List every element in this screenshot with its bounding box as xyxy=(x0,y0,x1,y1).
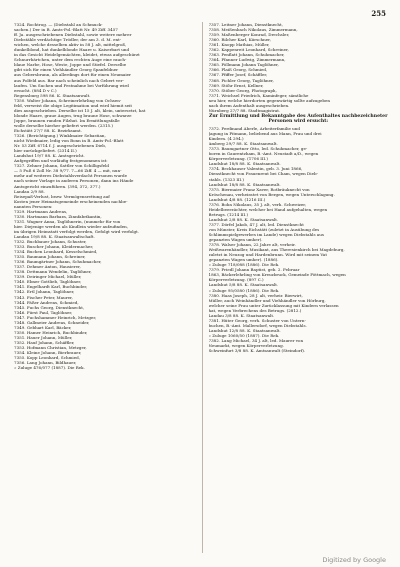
text-line: Eichstätt 27/7 88. K. Bezirksamt. xyxy=(14,127,82,133)
text-line: Kröschenau, verheiratet von Bergen, wegen Unterschlagung. xyxy=(208,191,335,197)
text-line: ff. Ja. ausgeschriebenen Diebstahl, sowie weitere mehrer xyxy=(14,32,132,38)
text-line: 7351. Hauer Johann, Müller, xyxy=(14,334,73,340)
text-line: 7327. Zehner Johann, Sattler von Schilligsfeld xyxy=(14,163,110,169)
text-line: 7382. Lang Michael, 34 J. alt, led. Maurer von xyxy=(208,338,304,343)
text-line: dunkelblond, hat dunkelblonde Haare u. Kaiserbart und xyxy=(14,47,130,53)
page-body xyxy=(14,22,388,553)
text-line: Schnurrbärtchen, unter dem rechten Auge eine rauch- xyxy=(14,57,127,63)
text-line: aus Polfeld aus. Bar nach scheinlich nach Gebert ver- xyxy=(14,77,124,83)
text-line: hier zurückgeliefert. (2314 II.) xyxy=(14,148,77,154)
text-line: 7343. Fischer Peter, Maurer, xyxy=(14,294,73,300)
text-line: 7342. Ertl Johann, Taglöhner, xyxy=(14,289,75,295)
text-line: nicht Wiedmaier, ledig von Bonn in B. Amts-Pol.-Blatt xyxy=(14,138,124,144)
text-line: Kindern. (4 294.) xyxy=(208,136,244,142)
text-line: 7368. Pichler Georg, Taglöhner, xyxy=(208,77,274,83)
text-line: 7350. Walter Johann, Schreinerlehrling von Ochsen- xyxy=(14,97,122,103)
text-line: 7355. Kopp Leonhard, Schmied, xyxy=(14,355,80,361)
text-line: 7374. Beckhauser Valentin, geb. 3. Juni 1866, xyxy=(208,166,303,172)
text-line: 7349. Gebhart Karl, Bäcker, xyxy=(14,324,72,330)
text-line: sachen.) Der in B. Amts-Pol.-Blatt Nr. 49 Ziff. 3457 xyxy=(14,27,118,33)
text-line: 7366. Plaiß Georg, Schmied, xyxy=(208,67,268,73)
text-line: 7326. (Berichtigung.) Winklmaier Sebastian, xyxy=(14,133,106,139)
text-line: Landshut 18/8 88. K. Staatsanwalt. xyxy=(208,181,281,187)
text-line: » Zuluge 718/088 (1886). Die Rek. xyxy=(208,262,280,268)
text-line: hier. Diejenige werden als Kindlein wieder aufzufinden, xyxy=(14,223,129,229)
text-line: — 5 Fuß 6 Zoll Nr. 38 9/77. 7—66 Ziff. 4 — mit, nun- xyxy=(14,168,122,174)
text-line: welcher seine Frau unter Zurücklassung mit Kindern verlassen xyxy=(208,302,339,308)
text-line: feld, verweist die obige Legitimation und wird hiemit seit xyxy=(14,102,133,108)
text-line: Landau 2/9 88. xyxy=(14,188,45,194)
text-line: von Münster, Kreis Eichstätt (zuletzt in Ausübung des xyxy=(208,226,320,232)
text-line: Regensburg 598 86. K. Staatsanwalt. xyxy=(14,92,91,98)
text-line: 7330. Hartmann Barbara, Zinnfabrikantin, xyxy=(14,213,102,219)
text-line: 7356. Lang Johann, Bildhauer, xyxy=(14,360,77,366)
text-line: 7369. Stöhr Ernst, Kellner, xyxy=(208,82,264,88)
text-line: Landshut 2/8 88. K. Staatsanwalt. xyxy=(208,216,279,222)
text-line: boren in Gaurentzham, B.-Amt. Neustadt a/D., wegen xyxy=(208,151,319,157)
text-line: 7348. Gallmeier Andreas, Schneider, xyxy=(14,319,90,325)
text-line: 7359. Maßenberger Konrad, Drechsler, xyxy=(208,32,290,38)
text-line: Schlimmspielgewerbes im Lande) wegen Diebstahls aus xyxy=(208,232,324,238)
left-column xyxy=(14,22,194,553)
text-line: gepanzten Wagen umher). xyxy=(208,237,263,243)
text-line: neu hier, welche hierdorten gegenwärtig sollte aufzugeben xyxy=(208,97,330,103)
text-line: 7379. Friedl Johann Baptist, geb. 2. Februar xyxy=(208,267,300,273)
text-line: Heidelbeerzüchter, welcher bei Hand aufgehalten, wegen xyxy=(208,206,328,212)
text-line: nach ihrem Aufenthalt ausgeschrieben. xyxy=(208,102,290,108)
text-line: 7378. Walser Johann, 22 Jahre alt, verheir. xyxy=(208,242,296,248)
text-line: Jagung in Pitmann, beliebend aus Mann, Frau und drei xyxy=(208,131,322,137)
text-line: stahls. (1323 III.) xyxy=(208,176,244,182)
text-line: nach seiner Vorlage in anderen Personen, dann ins Hände xyxy=(14,178,134,184)
text-line: 7333. Buscher Johann, Kleidermacher, xyxy=(14,244,94,250)
text-line: gepanzten Wagen umher). (1886). xyxy=(208,257,279,263)
text-line: Diebstähle verdächtige Trödler, der am 3. d. M. ent- xyxy=(14,37,122,43)
text-line: Landau 19/8 88. K. Staatsanwaltschaft. xyxy=(14,233,95,239)
text-line: wolle derselbe hierher geliefert werden. (2315.) xyxy=(14,122,113,128)
text-line: 7376. Bohn Nikolaus, 35 J. alt, verh. Schweizer, xyxy=(208,201,307,207)
text-line: Körperverletzung. (1706 III.) xyxy=(208,156,268,162)
text-line: » Zuluge 476/077 (1887). Die Rek. xyxy=(14,365,85,371)
text-line: 7347. Fuchshammer Heinrich, Metzger, xyxy=(14,314,97,320)
text-line: 7335. Baumann Johann, Schreiner, xyxy=(14,254,86,260)
text-line: Amberg 29/7 88. K. Staatsanwalt. xyxy=(208,141,278,147)
text-line: 7380. Haas Joseph, 28 J. alt, verheir. Bierwirt, xyxy=(208,292,303,298)
text-line: Körperverletzung. (897 C.) xyxy=(208,277,264,283)
text-line: 7365. Pöllmann Johann Taglöhner, xyxy=(208,62,279,68)
text-line: im übrigen Heimstatt verfolgt werden, Gefolgt wird verfolgt. xyxy=(14,228,140,234)
text-line: Nürnberg 27/7 88. Stadtmagistrat. xyxy=(208,107,281,113)
text-line: 7332. Buchbauer Johann, Schuster, xyxy=(14,239,87,245)
text-line: aus Gebersbrunn, als allerdings dort für einen Neumaier xyxy=(14,72,131,78)
text-line: laufen. Um Suchen und Festnahme bei Vorführung wird xyxy=(14,82,129,88)
text-line: 7345. Fuchs Georg, Dienstknecht, xyxy=(14,304,85,310)
text-line: 7352. Hauf Johann, Schäffler, xyxy=(14,339,75,345)
text-line: Landshut 5/8 88. K. Staatsanwalt. xyxy=(208,282,279,288)
text-line: blaue Narbe, Hose, Weste, Joppe und Stiefel. Derselbe xyxy=(14,62,127,68)
text-line: 7370. Stöber Georg, Photograph, xyxy=(208,87,277,93)
text-line: dies ausgeschrieben. Derselbe ist 15 J. alt, klein, untersetzt, hat xyxy=(14,107,146,113)
section-heading: Zur Ermittlung und Bekanntgabe des Aufenthaltes nachbezeichneter Personen wird ersucht: xyxy=(208,113,388,125)
text-line: Schweinfurt 3/8 88. K. Amtsanwalt (Steindorf). xyxy=(208,348,306,354)
text-line: blonde Haare, graue Augen, trug braune Hose, schwarze xyxy=(14,112,132,118)
text-line: Landau 3/8 88. K. Staatsanwalt. xyxy=(208,312,275,318)
text-line: 7339. Deiringer Michael, Müller, xyxy=(14,274,82,280)
text-line: 1863, Bäckerlehrling von Kreuzbruck, Gemeinde Föttmach, wegen xyxy=(208,272,346,278)
text-line: Betrugs. (1214 III.) xyxy=(208,211,249,217)
text-line: Amtsgericht einzuführen. (394, 372, 377.) xyxy=(14,183,101,189)
text-line: zuletzt in Neuzog und Hardenbrunn. Wird mit seinem Vat xyxy=(208,252,327,258)
page-number: 255 xyxy=(371,9,386,18)
text-line: 7344. Fäßer Andreas, Schmied, xyxy=(14,299,79,305)
text-line: 7329. Hartmann Andreas, xyxy=(14,208,68,214)
text-line: Reisepaß-Verlust, bezw. Vermögensrettung auf xyxy=(14,193,110,199)
text-line: 7340. Ebner Gottlieb, Taglöhner, xyxy=(14,279,82,285)
text-line: buchen, B.-Amt. Mallersdorf, wegen Diebstahls. xyxy=(208,322,307,328)
text-line: 7337. Dehmer Anton, Hausierer, xyxy=(14,264,81,270)
text-line: Neumarkt, wegen Körperverletzung. xyxy=(208,343,284,349)
text-line: Landshut 18/8 88. K. Staatsanwalt. xyxy=(208,161,281,167)
text-line: 7373. Baumgartner Otto, led. Schuhmacher, ge- xyxy=(208,146,308,152)
text-line: 7371. Weichsel Friedrich, Kaminfeger, sämtliche xyxy=(208,92,309,98)
text-line: hat, wegen Verbrechens des Betrugs. (2812.) xyxy=(208,307,302,313)
text-line: Müller, auch Weinhändler und Viehhändler von Hörburg, xyxy=(208,297,326,303)
text-line: mehr auf weiteres Diebstahlsverdacht Personen wurde xyxy=(14,173,128,179)
text-line: 7331. Wagner Anna, Taglöhnerin, (nunmehr für von xyxy=(14,218,121,224)
text-line: Joppe, braunen runden Filzhut. Im Ermittlungsfalle xyxy=(14,117,120,123)
text-line: Landshut 12/8 88. K. Staatsanwalt. xyxy=(208,327,281,333)
text-line: 7364. Pfanner Ludwig, Zimmermann, xyxy=(208,57,286,63)
text-line: 7324. Rochtrog. — (Diebstahl an Schmuck- xyxy=(14,22,103,27)
text-line: 7358. Meißenbach Nikolaus, Zimmermann, xyxy=(208,27,298,33)
text-line: Kosten jener Heimatsgemeinde erscheinenden nachbe- xyxy=(14,198,128,204)
text-line: gibt sich für einen Viehhändler Georg Spanfeldner xyxy=(14,67,119,73)
text-line: Dienstknecht von Frauenreut bei Cham, wegen Dieb- xyxy=(208,171,318,177)
text-line: 7336. Baumgärtner Johann, Schuhmacher, xyxy=(14,259,102,265)
text-line: 7361. Knopp Mathias, Müller, xyxy=(208,42,270,48)
text-line: 7377. Dörfel Jakob, 47 J. alt, led. Dienstknecht xyxy=(208,221,304,227)
text-line: ersucht. (884 D v C.) xyxy=(14,87,57,93)
text-line: 7350. Hamer Heinrich, Buchbinder, xyxy=(14,329,88,335)
text-line: Landshut 4/8 88. (1216 III.) xyxy=(208,196,266,202)
text-line: 7357. Leitner Johann, Dienstknecht, xyxy=(208,22,283,27)
text-line: 7375. Biermaier Franz Xaver, Rotbräuknecht von xyxy=(208,186,310,192)
text-line: Weißwarenhändler, Musikant, aus Theresienkirch bei Magdeburg, xyxy=(208,247,345,253)
text-line: » Zuluge 95/0580 (1886). Die Rek. xyxy=(208,287,280,293)
text-line: 7353. Hofmann Christian, Metzger, xyxy=(14,345,87,350)
text-line: 7341. Engelhardt Karl, Buchbinder, xyxy=(14,284,88,290)
right-column xyxy=(202,22,389,553)
text-line: 7338. Dettmann Wendelin, Taglöhner, xyxy=(14,269,92,275)
digitized-by-google-stamp: Digitized by Google xyxy=(322,556,386,564)
text-line: in das Gesicht Heidelgemächten, kleidet, etwas aufgeschürzt xyxy=(14,52,140,58)
text-line: Aufgegriffen und vorläufig festgenommen ist: xyxy=(14,158,108,164)
text-line: Nr. 53 Ziff. 6714 f. J. ausgeschriebenen Dieb, xyxy=(14,143,107,149)
text-line: 7360. Rilcher Karl, Kürschner, xyxy=(208,37,271,43)
text-line: 7354. Kleine Johann, Bierbrauer, xyxy=(14,350,82,356)
text-line: 7372. Ferdinand Aberle, Arbeiterfamilie und xyxy=(208,126,300,132)
text-line: » Zuluge 1060/50 (1887). Die Rek. xyxy=(208,332,280,338)
text-line: 7381. Hüter Georg, verh. Schuster von Untern- xyxy=(208,317,306,323)
text-line: 7362. Kappenreit Leonhard, Schreiner, xyxy=(208,47,289,53)
text-line: 7367. Pfiffer Josef, Schäffler, xyxy=(208,72,268,78)
text-line: 7363. Penflatt Johann, Schuhmacher, xyxy=(208,52,285,58)
text-line: 7346. Fürst Paul, Taglöhner, xyxy=(14,309,73,315)
text-line: nannten Personen: xyxy=(14,203,53,209)
text-line: 7334. Buchen Leonhard, Kesselschmied, xyxy=(14,249,98,255)
text-line: Landshut 19/7 88. K. Amtsgericht. xyxy=(14,153,85,159)
text-line: wichen, welche desselben aktiv in 58 J. alt, mittelgroß, xyxy=(14,42,127,48)
